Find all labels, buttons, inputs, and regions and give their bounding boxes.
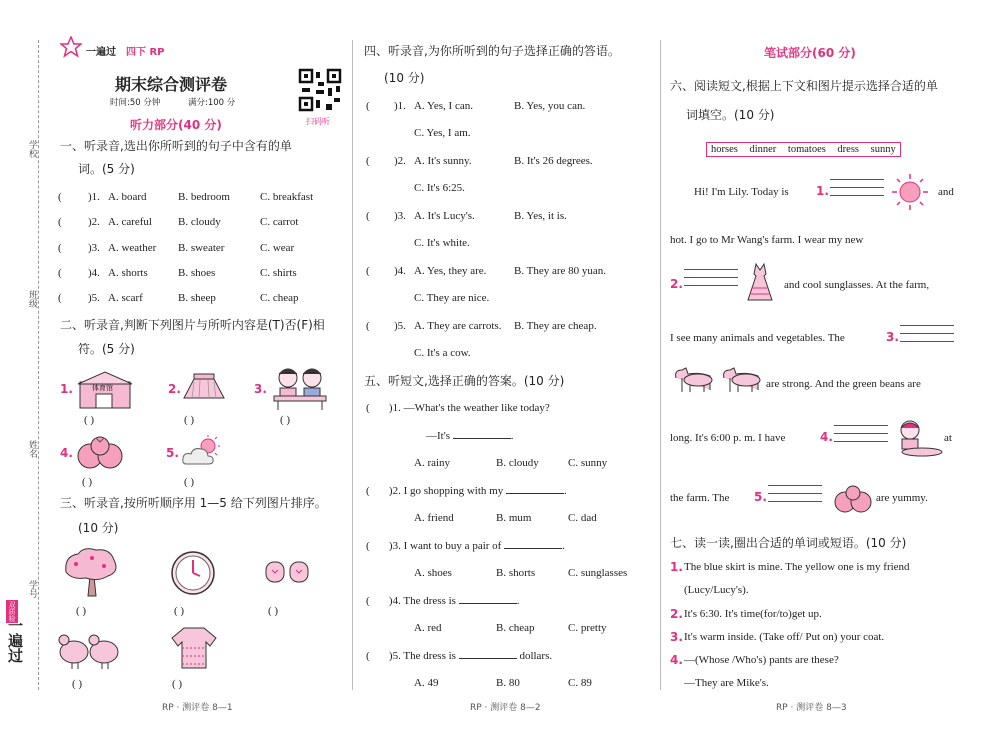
- option-a[interactable]: A. Yes, they are.: [414, 265, 487, 277]
- brand-tag: 双质检: [8, 601, 16, 622]
- question-number: )4.: [88, 267, 100, 279]
- option-b[interactable]: B. 80: [496, 677, 520, 689]
- answer-paren[interactable]: ( ): [82, 476, 93, 488]
- page-footer-1: RP · 测评卷 8—1: [162, 703, 233, 713]
- answer-paren[interactable]: ( ): [76, 605, 87, 617]
- skirt-icon: [182, 372, 226, 402]
- option-c[interactable]: C. wear: [260, 242, 295, 254]
- section-5-title: 五、听短文,选择正确的答案。(10 分): [364, 374, 565, 388]
- passage-line-7: the farm. The: [670, 492, 730, 504]
- blossom-tree-icon: [62, 546, 120, 598]
- clock-icon: [170, 550, 216, 596]
- dress-icon: [744, 262, 776, 302]
- option-b[interactable]: B. Yes, you can.: [514, 100, 586, 112]
- option-c[interactable]: C. They are nice.: [414, 292, 490, 304]
- page-footer-2: RP · 测评卷 8—2: [470, 703, 541, 713]
- answer-paren[interactable]: ( ): [280, 414, 291, 426]
- column-3: [668, 0, 968, 735]
- s5-q5: ( )5. The dress is dollars.: [366, 650, 553, 662]
- section-6-title-2: 词填空。(10 分): [686, 108, 775, 122]
- option-b[interactable]: B. cheap: [496, 622, 535, 634]
- hens-icon: [56, 628, 122, 670]
- option-b[interactable]: B. mum: [496, 512, 532, 524]
- section-1-title: 一、听录音,选出你所听到的句子中含有的单: [60, 139, 292, 153]
- s5-q1: ( )1. —What's the weather like today?: [366, 402, 550, 414]
- s7-item-4-answer: —They are Mike's.: [684, 677, 769, 689]
- answer-paren[interactable]: ( ): [84, 414, 95, 426]
- answer-paren[interactable]: ( ): [268, 605, 279, 617]
- option-b[interactable]: B. shoes: [178, 267, 216, 279]
- gym-building-icon: [74, 370, 134, 410]
- question-number: )3.: [88, 242, 100, 254]
- option-a[interactable]: A. It's sunny.: [414, 155, 472, 167]
- question-number: )3.: [394, 210, 406, 222]
- option-c[interactable]: C. sunglasses: [568, 567, 628, 579]
- pic-number-3: 3.: [254, 382, 267, 396]
- pic-number-5: 5.: [166, 446, 179, 460]
- question-number: )1.: [88, 191, 100, 203]
- option-b[interactable]: B. bedroom: [178, 191, 230, 203]
- option-a[interactable]: A. shorts: [108, 267, 148, 279]
- sweater-icon: [170, 624, 218, 670]
- blank-lines[interactable]: [830, 172, 884, 196]
- exam-time: 时间:50 分钟: [110, 98, 161, 108]
- section-1-title-2: 词。(5 分): [78, 162, 135, 176]
- sun-icon: [890, 172, 930, 212]
- answer-paren[interactable]: (: [58, 267, 62, 279]
- answer-paren[interactable]: (: [58, 191, 62, 203]
- option-c[interactable]: C. It's 6:25.: [414, 182, 465, 194]
- section-4-title-2: (10 分): [384, 71, 425, 85]
- option-c[interactable]: C. carrot: [260, 216, 299, 228]
- option-c[interactable]: C. Yes, I am.: [414, 127, 471, 139]
- answer-paren[interactable]: (: [366, 100, 370, 112]
- page-footer-3: RP · 测评卷 8—3: [776, 703, 847, 713]
- option-a[interactable]: A. It's Lucy's.: [414, 210, 475, 222]
- passage-line-6: long. It's 6:00 p. m. I have: [670, 432, 786, 444]
- answer-paren[interactable]: (: [58, 216, 62, 228]
- s7-number-3: 3.: [670, 630, 683, 644]
- tomatoes-icon: [74, 434, 126, 472]
- option-c[interactable]: C. It's white.: [414, 237, 470, 249]
- class-label: 班级: [27, 290, 37, 308]
- column-2: [362, 0, 660, 735]
- grade-label: 四下 RP: [126, 47, 165, 58]
- option-a[interactable]: A. Yes, I can.: [414, 100, 473, 112]
- question-number: )5.: [394, 320, 406, 332]
- passage-word-at: at: [944, 432, 952, 444]
- series-name: 一遍过: [86, 47, 116, 58]
- answer-paren[interactable]: (: [58, 292, 62, 304]
- option-b[interactable]: B. cloudy: [178, 216, 221, 228]
- passage-line-2: hot. I go to Mr Wang's farm. I wear my new: [670, 234, 864, 246]
- option-b[interactable]: B. cloudy: [496, 457, 539, 469]
- option-a[interactable]: A. shoes: [414, 567, 452, 579]
- brand-vertical: 一遍过: [6, 618, 24, 663]
- passage-line-4: I see many animals and vegetables. The: [670, 332, 845, 344]
- section-2-title-2: 符。(5 分): [78, 342, 135, 356]
- cloudy-sun-icon: [180, 434, 224, 470]
- answer-paren[interactable]: (: [58, 242, 62, 254]
- written-section-title: 笔试部分(60 分): [764, 46, 856, 60]
- school-label: 学校: [27, 140, 37, 158]
- tomatoes-icon: [834, 484, 872, 514]
- blank-lines[interactable]: [684, 262, 738, 286]
- s5-q1-answer-line: —It's .: [426, 430, 514, 442]
- answer-paren[interactable]: ( ): [72, 678, 83, 690]
- option-a[interactable]: A. scarf: [108, 292, 143, 304]
- binding-strip: [0, 0, 46, 735]
- blank-number-4: 4.: [820, 430, 833, 444]
- question-number: )4.: [394, 265, 406, 277]
- horses-icon: [670, 364, 766, 396]
- option-b[interactable]: B. They are 80 yuan.: [514, 265, 607, 277]
- section-3-title-2: (10 分): [78, 521, 119, 535]
- passage-line-3: and cool sunglasses. At the farm,: [784, 279, 930, 291]
- s7-item-2[interactable]: It's 6:30. It's time(for/to)get up.: [684, 608, 822, 620]
- question-number: )2.: [88, 216, 100, 228]
- s7-item-3[interactable]: It's warm inside. (Take off/ Put on) your coat.: [684, 631, 885, 643]
- answer-paren[interactable]: ( ): [184, 476, 195, 488]
- option-b[interactable]: B. sweater: [178, 242, 225, 254]
- section-4-title: 四、听录音,为你所听到的句子选择正确的答语。: [364, 44, 620, 58]
- answer-paren[interactable]: (: [366, 320, 370, 332]
- option-c[interactable]: C. 89: [568, 677, 592, 689]
- section-6-title: 六、阅读短文,根据上下文和图片提示选择合适的单: [670, 79, 938, 93]
- s5-q3: ( )3. I want to buy a pair of .: [366, 540, 565, 552]
- blank-number-2: 2.: [670, 277, 683, 291]
- pic-number-1: 1.: [60, 382, 73, 396]
- option-b[interactable]: B. sheep: [178, 292, 216, 304]
- section-3-title: 三、听录音,按所听顺序用 1—5 给下列图片排序。: [60, 496, 327, 510]
- answer-paren[interactable]: (: [366, 210, 370, 222]
- s5-q2: ( )2. I go shopping with my .: [366, 485, 567, 497]
- option-b[interactable]: B. They are cheap.: [514, 320, 597, 332]
- section-7-title: 七、读一读,圈出合适的单词或短语。(10 分): [670, 536, 907, 550]
- s7-number-1: 1.: [670, 560, 683, 574]
- column-divider: [352, 40, 353, 690]
- blank-lines[interactable]: [900, 318, 954, 342]
- option-c[interactable]: C. shirts: [260, 267, 297, 279]
- question-number: )5.: [88, 292, 100, 304]
- option-a[interactable]: A. friend: [414, 512, 454, 524]
- blank-number-1: 1.: [816, 184, 829, 198]
- option-b[interactable]: B. shorts: [496, 567, 536, 579]
- listening-section-title: 听力部分(40 分): [130, 118, 222, 132]
- option-a[interactable]: A. They are carrots.: [414, 320, 502, 332]
- pic-number-2: 2.: [168, 382, 181, 396]
- column-divider: [660, 40, 661, 690]
- option-b[interactable]: B. It's 26 degrees.: [514, 155, 593, 167]
- passage-word-and: and: [938, 186, 954, 198]
- passage-line-7-end: are yummy.: [876, 492, 928, 504]
- blank-lines[interactable]: [834, 418, 888, 442]
- option-c[interactable]: C. pretty: [568, 622, 607, 634]
- blank-lines[interactable]: [768, 478, 822, 502]
- option-c[interactable]: C. sunny: [568, 457, 608, 469]
- s5-q4: ( )4. The dress is .: [366, 595, 520, 607]
- option-c[interactable]: C. It's a cow.: [414, 347, 471, 359]
- blank-number-3: 3.: [886, 330, 899, 344]
- word-bank: horses dinner tomatoes dress sunny: [706, 142, 901, 157]
- mittens-icon: [262, 556, 312, 588]
- option-b[interactable]: B. Yes, it is.: [514, 210, 567, 222]
- s7-item-4[interactable]: —(Whose /Who's) pants are these?: [684, 654, 839, 666]
- option-a[interactable]: A. rainy: [414, 457, 451, 469]
- gym-sign-text: 体育馆: [92, 384, 113, 392]
- scan-label: 扫码听: [306, 117, 330, 126]
- answer-paren[interactable]: ( ): [174, 605, 185, 617]
- pic-number-4: 4.: [60, 446, 73, 460]
- question-number: )1.: [394, 100, 406, 112]
- answer-paren[interactable]: ( ): [172, 678, 183, 690]
- question-number: )2.: [394, 155, 406, 167]
- s7-item-1-choice[interactable]: (Lucy/Lucy's).: [684, 584, 749, 596]
- qr-code-icon[interactable]: [298, 68, 342, 112]
- passage-line-1: Hi! I'm Lily. Today is: [694, 186, 789, 198]
- exam-score: 满分:100 分: [188, 98, 236, 108]
- option-a[interactable]: A. 49: [414, 677, 439, 689]
- answer-paren[interactable]: (: [366, 265, 370, 277]
- option-a[interactable]: A. board: [108, 191, 147, 203]
- number-label: 学号: [27, 580, 37, 598]
- option-c[interactable]: C. breakfast: [260, 191, 314, 203]
- name-label: 姓名: [27, 440, 37, 458]
- s7-number-4: 4.: [670, 653, 683, 667]
- option-c[interactable]: C. dad: [568, 512, 597, 524]
- option-a[interactable]: A. red: [414, 622, 442, 634]
- girl-eating-icon: [892, 418, 944, 458]
- s7-item-1: The blue skirt is mine. The yellow one is my friend: [684, 561, 910, 573]
- s7-number-2: 2.: [670, 607, 683, 621]
- passage-line-5: are strong. And the green beans are: [766, 378, 921, 390]
- answer-paren[interactable]: ( ): [184, 414, 195, 426]
- children-icon: [268, 366, 330, 412]
- blank-number-5: 5.: [754, 490, 767, 504]
- answer-paren[interactable]: (: [366, 155, 370, 167]
- column-1: [50, 0, 350, 735]
- section-2-title: 二、听录音,判断下列图片与所听内容是(T)否(F)相: [60, 318, 325, 332]
- option-a[interactable]: A. weather: [108, 242, 157, 254]
- option-c[interactable]: C. cheap: [260, 292, 299, 304]
- option-a[interactable]: A. careful: [108, 216, 152, 228]
- exam-title: 期末综合测评卷: [115, 75, 228, 94]
- star-logo-icon: [60, 36, 82, 58]
